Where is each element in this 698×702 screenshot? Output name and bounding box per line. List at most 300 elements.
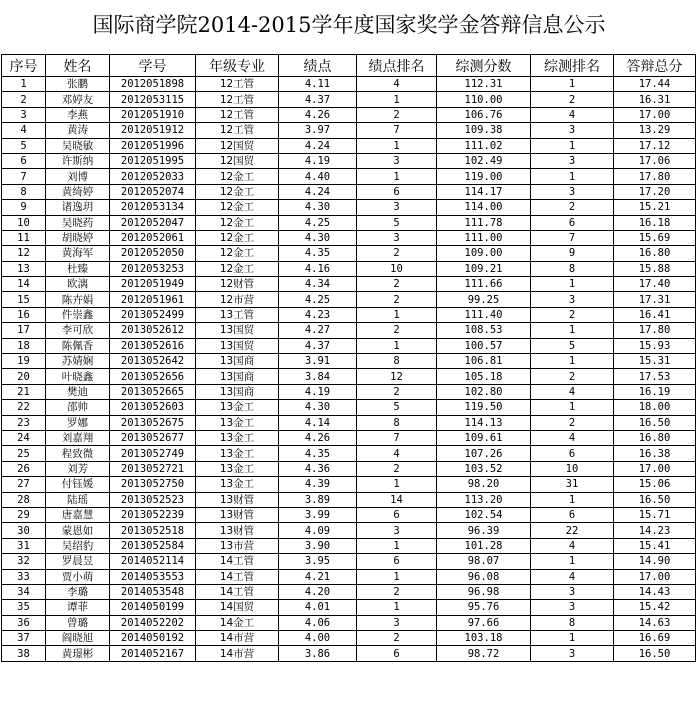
cell-assessment-score: 114.00: [437, 200, 531, 215]
cell-assessment-score: 107.26: [437, 446, 531, 461]
cell-index: 29: [2, 507, 46, 522]
cell-student-id: 2013052612: [110, 323, 196, 338]
cell-gpa-rank: 6: [357, 507, 437, 522]
cell-assessment-rank: 3: [531, 292, 614, 307]
cell-index: 30: [2, 523, 46, 538]
table-row: [2, 615, 696, 630]
cell-name: 贾小萌: [46, 569, 110, 584]
table-row: [2, 446, 696, 461]
cell-student-id: 2014052202: [110, 615, 196, 630]
table-row: [2, 584, 696, 599]
cell-grade-major: 12财管: [196, 277, 279, 292]
cell-gpa-rank: 4: [357, 77, 437, 92]
cell-name: 张鹏: [46, 77, 110, 92]
cell-assessment-rank: 5: [531, 338, 614, 353]
cell-assessment-score: 111.40: [437, 307, 531, 322]
cell-assessment-rank: 3: [531, 153, 614, 168]
cell-name: 李璐: [46, 584, 110, 599]
cell-gpa-rank: 1: [357, 600, 437, 615]
cell-assessment-score: 113.20: [437, 492, 531, 507]
cell-gpa-rank: 4: [357, 446, 437, 461]
cell-index: 21: [2, 384, 46, 399]
cell-index: 18: [2, 338, 46, 353]
cell-assessment-rank: 9: [531, 246, 614, 261]
cell-gpa: 4.19: [279, 384, 357, 399]
cell-defense-total: 14.23: [614, 523, 696, 538]
cell-gpa-rank: 2: [357, 277, 437, 292]
cell-assessment-rank: 3: [531, 184, 614, 199]
table-row: [2, 230, 696, 245]
cell-assessment-rank: 3: [531, 584, 614, 599]
cell-name: 蒙恩如: [46, 523, 110, 538]
cell-gpa: 4.00: [279, 631, 357, 646]
cell-grade-major: 12工管: [196, 123, 279, 138]
cell-gpa-rank: 1: [357, 569, 437, 584]
cell-name: 罗晨昱: [46, 554, 110, 569]
table-row: [2, 107, 696, 122]
cell-assessment-rank: 1: [531, 169, 614, 184]
cell-assessment-score: 111.02: [437, 138, 531, 153]
cell-assessment-rank: 3: [531, 646, 614, 661]
table-row: [2, 138, 696, 153]
table-row: [2, 92, 696, 107]
cell-index: 19: [2, 354, 46, 369]
cell-index: 17: [2, 323, 46, 338]
cell-defense-total: 14.43: [614, 584, 696, 599]
cell-defense-total: 13.29: [614, 123, 696, 138]
cell-assessment-score: 102.54: [437, 507, 531, 522]
cell-assessment-score: 98.07: [437, 554, 531, 569]
cell-name: 欧漓: [46, 277, 110, 292]
cell-index: 9: [2, 200, 46, 215]
cell-assessment-rank: 1: [531, 277, 614, 292]
cell-student-id: 2013052518: [110, 523, 196, 538]
cell-index: 27: [2, 477, 46, 492]
table-row: [2, 477, 696, 492]
cell-assessment-rank: 4: [531, 107, 614, 122]
cell-student-id: 2012052061: [110, 230, 196, 245]
cell-defense-total: 16.50: [614, 646, 696, 661]
cell-defense-total: 15.06: [614, 477, 696, 492]
header-defense-total: 答辩总分: [614, 55, 696, 77]
table-row: [2, 292, 696, 307]
cell-index: 32: [2, 554, 46, 569]
table-row: [2, 461, 696, 476]
cell-gpa-rank: 3: [357, 230, 437, 245]
cell-gpa-rank: 5: [357, 400, 437, 415]
table-row: [2, 492, 696, 507]
cell-index: 2: [2, 92, 46, 107]
cell-assessment-rank: 2: [531, 415, 614, 430]
table-row: [2, 277, 696, 292]
cell-gpa: 4.20: [279, 584, 357, 599]
cell-assessment-rank: 31: [531, 477, 614, 492]
cell-index: 23: [2, 415, 46, 430]
header-row: [2, 55, 696, 77]
cell-defense-total: 17.40: [614, 277, 696, 292]
cell-gpa-rank: 8: [357, 415, 437, 430]
cell-name: 谭菲: [46, 600, 110, 615]
cell-assessment-score: 96.39: [437, 523, 531, 538]
cell-assessment-score: 103.52: [437, 461, 531, 476]
cell-gpa-rank: 2: [357, 107, 437, 122]
cell-gpa: 3.99: [279, 507, 357, 522]
cell-index: 20: [2, 369, 46, 384]
cell-assessment-score: 105.18: [437, 369, 531, 384]
cell-gpa-rank: 2: [357, 384, 437, 399]
cell-gpa: 3.84: [279, 369, 357, 384]
cell-gpa: 3.89: [279, 492, 357, 507]
cell-grade-major: 14市营: [196, 631, 279, 646]
cell-grade-major: 12工管: [196, 92, 279, 107]
cell-gpa: 3.90: [279, 538, 357, 553]
cell-grade-major: 13金工: [196, 430, 279, 445]
cell-defense-total: 17.80: [614, 169, 696, 184]
cell-gpa-rank: 3: [357, 523, 437, 538]
cell-name: 陆瑶: [46, 492, 110, 507]
cell-gpa: 4.27: [279, 323, 357, 338]
cell-student-id: 2013052616: [110, 338, 196, 353]
cell-student-id: 2012052074: [110, 184, 196, 199]
table-row: [2, 215, 696, 230]
cell-gpa: 4.37: [279, 92, 357, 107]
cell-defense-total: 17.00: [614, 107, 696, 122]
cell-gpa-rank: 2: [357, 323, 437, 338]
cell-grade-major: 12国贸: [196, 153, 279, 168]
cell-defense-total: 14.63: [614, 615, 696, 630]
cell-name: 吴晓敏: [46, 138, 110, 153]
cell-gpa: 4.21: [279, 569, 357, 584]
cell-name: 黄涛: [46, 123, 110, 138]
table-row: [2, 523, 696, 538]
cell-grade-major: 12国贸: [196, 138, 279, 153]
cell-name: 阎晓旭: [46, 631, 110, 646]
cell-defense-total: 15.31: [614, 354, 696, 369]
cell-assessment-score: 111.66: [437, 277, 531, 292]
cell-assessment-rank: 8: [531, 615, 614, 630]
cell-student-id: 2012051996: [110, 138, 196, 153]
cell-defense-total: 16.80: [614, 430, 696, 445]
cell-gpa-rank: 8: [357, 354, 437, 369]
cell-gpa: 4.23: [279, 307, 357, 322]
cell-student-id: 2013052750: [110, 477, 196, 492]
cell-grade-major: 13财管: [196, 523, 279, 538]
cell-gpa: 4.25: [279, 215, 357, 230]
cell-assessment-score: 96.98: [437, 584, 531, 599]
cell-grade-major: 13国贸: [196, 338, 279, 353]
cell-gpa-rank: 3: [357, 615, 437, 630]
cell-student-id: 2012051898: [110, 77, 196, 92]
cell-defense-total: 17.00: [614, 569, 696, 584]
cell-defense-total: 16.69: [614, 631, 696, 646]
cell-gpa-rank: 14: [357, 492, 437, 507]
cell-student-id: 2013052584: [110, 538, 196, 553]
cell-grade-major: 13市营: [196, 538, 279, 553]
table-row: [2, 169, 696, 184]
table-row: [2, 631, 696, 646]
cell-assessment-rank: 8: [531, 261, 614, 276]
cell-defense-total: 17.20: [614, 184, 696, 199]
cell-grade-major: 12市营: [196, 292, 279, 307]
cell-gpa-rank: 1: [357, 138, 437, 153]
table-row: [2, 184, 696, 199]
cell-student-id: 2013052665: [110, 384, 196, 399]
cell-gpa-rank: 2: [357, 584, 437, 599]
cell-student-id: 2013052499: [110, 307, 196, 322]
cell-defense-total: 16.38: [614, 446, 696, 461]
cell-name: 胡晓婷: [46, 230, 110, 245]
cell-name: 叶晓鑫: [46, 369, 110, 384]
cell-assessment-score: 119.00: [437, 169, 531, 184]
cell-assessment-score: 119.50: [437, 400, 531, 415]
table-row: [2, 400, 696, 415]
cell-grade-major: 12金工: [196, 200, 279, 215]
cell-name: 吴绍豹: [46, 538, 110, 553]
cell-gpa: 4.26: [279, 430, 357, 445]
cell-student-id: 2012051961: [110, 292, 196, 307]
cell-grade-major: 12工管: [196, 107, 279, 122]
cell-assessment-rank: 22: [531, 523, 614, 538]
cell-grade-major: 12金工: [196, 184, 279, 199]
cell-gpa: 4.26: [279, 107, 357, 122]
cell-student-id: 2012053134: [110, 200, 196, 215]
cell-assessment-score: 98.72: [437, 646, 531, 661]
table-row: [2, 369, 696, 384]
header-name: 姓名: [46, 55, 110, 77]
cell-defense-total: 16.80: [614, 246, 696, 261]
cell-gpa: 4.30: [279, 230, 357, 245]
cell-assessment-score: 102.80: [437, 384, 531, 399]
cell-grade-major: 12金工: [196, 169, 279, 184]
cell-assessment-rank: 7: [531, 230, 614, 245]
cell-student-id: 2013052675: [110, 415, 196, 430]
cell-index: 31: [2, 538, 46, 553]
cell-index: 15: [2, 292, 46, 307]
cell-assessment-score: 114.13: [437, 415, 531, 430]
cell-grade-major: 14工管: [196, 584, 279, 599]
header-assessment-rank: 综测排名: [531, 55, 614, 77]
cell-gpa-rank: 1: [357, 169, 437, 184]
cell-assessment-rank: 1: [531, 400, 614, 415]
cell-name: 陈佩香: [46, 338, 110, 353]
cell-student-id: 2013052642: [110, 354, 196, 369]
cell-gpa: 3.95: [279, 554, 357, 569]
table-row: [2, 338, 696, 353]
cell-index: 10: [2, 215, 46, 230]
cell-index: 12: [2, 246, 46, 261]
cell-name: 唐嘉慧: [46, 507, 110, 522]
cell-student-id: 2014052114: [110, 554, 196, 569]
cell-name: 件崇鑫: [46, 307, 110, 322]
cell-grade-major: 13金工: [196, 415, 279, 430]
cell-assessment-score: 111.00: [437, 230, 531, 245]
cell-gpa: 4.09: [279, 523, 357, 538]
cell-assessment-rank: 1: [531, 138, 614, 153]
cell-defense-total: 15.69: [614, 230, 696, 245]
cell-grade-major: 13金工: [196, 477, 279, 492]
cell-assessment-score: 109.38: [437, 123, 531, 138]
cell-grade-major: 13国商: [196, 384, 279, 399]
cell-name: 刘嘉翔: [46, 430, 110, 445]
cell-assessment-rank: 1: [531, 354, 614, 369]
cell-grade-major: 13国贸: [196, 323, 279, 338]
cell-assessment-score: 96.08: [437, 569, 531, 584]
cell-assessment-rank: 1: [531, 77, 614, 92]
cell-index: 6: [2, 153, 46, 168]
table-row: [2, 200, 696, 215]
table-row: [2, 430, 696, 445]
cell-student-id: 2013052603: [110, 400, 196, 415]
cell-gpa-rank: 7: [357, 123, 437, 138]
table-row: [2, 307, 696, 322]
cell-grade-major: 12金工: [196, 246, 279, 261]
cell-gpa-rank: 2: [357, 292, 437, 307]
cell-gpa-rank: 5: [357, 215, 437, 230]
cell-defense-total: 15.42: [614, 600, 696, 615]
cell-index: 13: [2, 261, 46, 276]
cell-index: 22: [2, 400, 46, 415]
cell-name: 诸逸玥: [46, 200, 110, 215]
table-row: [2, 123, 696, 138]
cell-defense-total: 17.06: [614, 153, 696, 168]
cell-defense-total: 16.18: [614, 215, 696, 230]
cell-gpa: 3.91: [279, 354, 357, 369]
cell-index: 11: [2, 230, 46, 245]
cell-gpa: 4.35: [279, 446, 357, 461]
cell-gpa-rank: 1: [357, 92, 437, 107]
cell-index: 14: [2, 277, 46, 292]
cell-assessment-rank: 3: [531, 123, 614, 138]
cell-grade-major: 14金工: [196, 615, 279, 630]
table-row: [2, 261, 696, 276]
cell-name: 刘芳: [46, 461, 110, 476]
cell-assessment-score: 95.76: [437, 600, 531, 615]
cell-student-id: 2014052167: [110, 646, 196, 661]
cell-index: 7: [2, 169, 46, 184]
cell-gpa-rank: 2: [357, 246, 437, 261]
table-row: [2, 153, 696, 168]
cell-assessment-rank: 6: [531, 446, 614, 461]
cell-name: 许斯纳: [46, 153, 110, 168]
cell-gpa: 4.39: [279, 477, 357, 492]
table-row: [2, 600, 696, 615]
cell-gpa-rank: 7: [357, 430, 437, 445]
cell-defense-total: 17.80: [614, 323, 696, 338]
cell-name: 吴晓药: [46, 215, 110, 230]
cell-assessment-score: 99.25: [437, 292, 531, 307]
table-body: [2, 77, 696, 662]
cell-assessment-score: 109.61: [437, 430, 531, 445]
cell-gpa: 4.24: [279, 138, 357, 153]
cell-gpa-rank: 1: [357, 307, 437, 322]
cell-index: 36: [2, 615, 46, 630]
cell-assessment-score: 109.00: [437, 246, 531, 261]
cell-assessment-score: 101.28: [437, 538, 531, 553]
scholarship-table: [1, 54, 696, 662]
cell-defense-total: 17.12: [614, 138, 696, 153]
cell-defense-total: 16.50: [614, 415, 696, 430]
cell-gpa: 4.40: [279, 169, 357, 184]
cell-name: 樊迪: [46, 384, 110, 399]
cell-gpa: 3.97: [279, 123, 357, 138]
cell-assessment-rank: 1: [531, 492, 614, 507]
cell-index: 1: [2, 77, 46, 92]
cell-assessment-rank: 1: [531, 323, 614, 338]
cell-defense-total: 18.00: [614, 400, 696, 415]
cell-assessment-rank: 3: [531, 600, 614, 615]
cell-name: 付钰媛: [46, 477, 110, 492]
cell-assessment-rank: 10: [531, 461, 614, 476]
cell-name: 罗娜: [46, 415, 110, 430]
cell-student-id: 2013052239: [110, 507, 196, 522]
cell-assessment-rank: 4: [531, 430, 614, 445]
cell-index: 3: [2, 107, 46, 122]
cell-gpa-rank: 6: [357, 554, 437, 569]
cell-student-id: 2014050199: [110, 600, 196, 615]
cell-grade-major: 13财管: [196, 492, 279, 507]
cell-assessment-score: 103.18: [437, 631, 531, 646]
cell-name: 李燕: [46, 107, 110, 122]
table-row: [2, 554, 696, 569]
cell-defense-total: 15.21: [614, 200, 696, 215]
cell-gpa-rank: 2: [357, 631, 437, 646]
cell-assessment-rank: 1: [531, 631, 614, 646]
table-row: [2, 354, 696, 369]
cell-student-id: 2013052721: [110, 461, 196, 476]
cell-grade-major: 13金工: [196, 400, 279, 415]
cell-grade-major: 13财管: [196, 507, 279, 522]
cell-assessment-score: 109.21: [437, 261, 531, 276]
cell-name: 苏婧娴: [46, 354, 110, 369]
cell-gpa: 4.37: [279, 338, 357, 353]
cell-index: 8: [2, 184, 46, 199]
table-row: [2, 323, 696, 338]
cell-defense-total: 15.71: [614, 507, 696, 522]
cell-gpa: 3.86: [279, 646, 357, 661]
table-row: [2, 646, 696, 661]
header-gpa-rank: 绩点排名: [357, 55, 437, 77]
cell-name: 邵帅: [46, 400, 110, 415]
cell-assessment-score: 108.53: [437, 323, 531, 338]
cell-student-id: 2013052656: [110, 369, 196, 384]
cell-name: 曾璐: [46, 615, 110, 630]
cell-assessment-score: 106.81: [437, 354, 531, 369]
cell-assessment-rank: 2: [531, 307, 614, 322]
cell-grade-major: 13工管: [196, 307, 279, 322]
cell-index: 24: [2, 430, 46, 445]
cell-gpa-rank: 12: [357, 369, 437, 384]
cell-gpa: 4.01: [279, 600, 357, 615]
cell-student-id: 2012051910: [110, 107, 196, 122]
cell-index: 28: [2, 492, 46, 507]
cell-student-id: 2012051912: [110, 123, 196, 138]
cell-grade-major: 14国贸: [196, 600, 279, 615]
cell-defense-total: 17.00: [614, 461, 696, 476]
table-row: [2, 246, 696, 261]
cell-defense-total: 17.31: [614, 292, 696, 307]
cell-assessment-rank: 4: [531, 384, 614, 399]
cell-gpa-rank: 6: [357, 646, 437, 661]
cell-gpa: 4.34: [279, 277, 357, 292]
cell-gpa-rank: 10: [357, 261, 437, 276]
cell-assessment-rank: 6: [531, 215, 614, 230]
cell-defense-total: 16.41: [614, 307, 696, 322]
cell-gpa-rank: 1: [357, 538, 437, 553]
cell-assessment-score: 97.66: [437, 615, 531, 630]
cell-name: 李可欣: [46, 323, 110, 338]
cell-grade-major: 13国商: [196, 354, 279, 369]
cell-grade-major: 14工管: [196, 554, 279, 569]
